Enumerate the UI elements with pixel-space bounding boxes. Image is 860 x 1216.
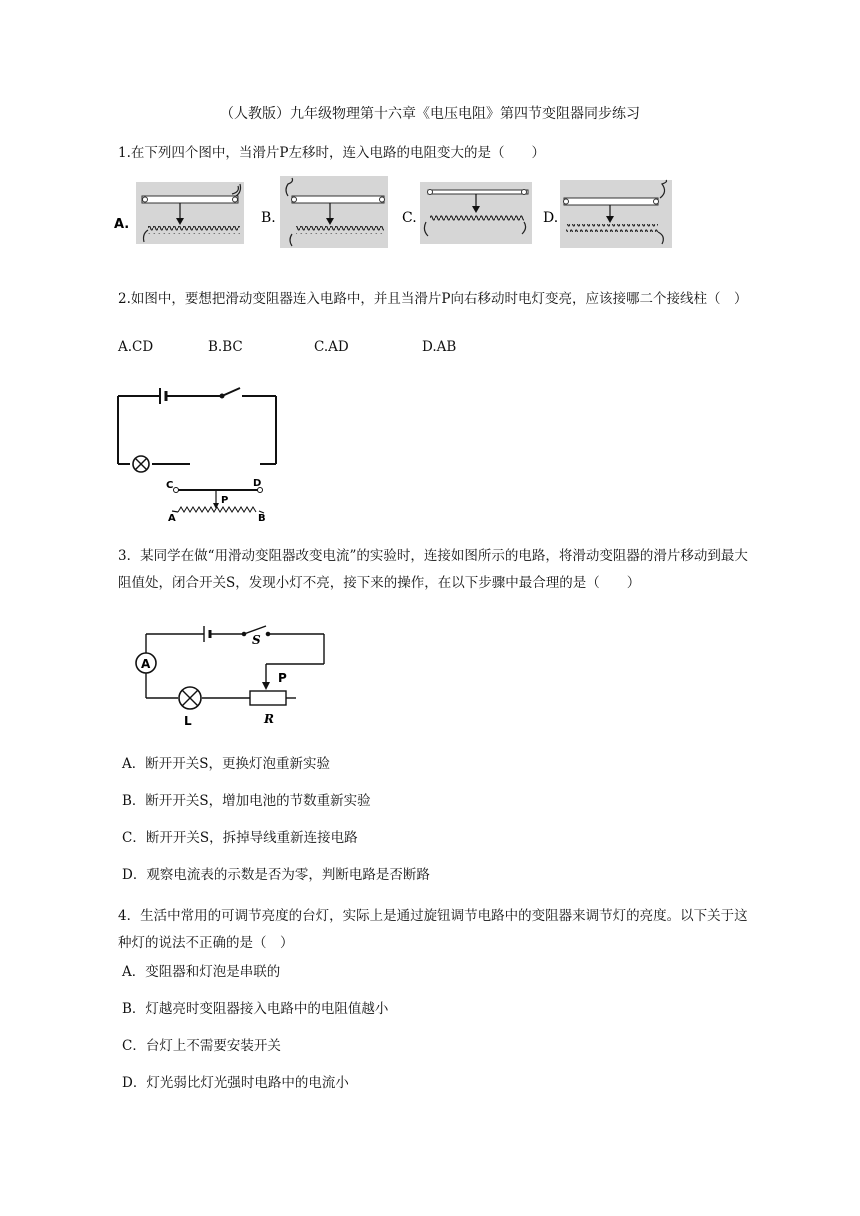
resistor-r-label: R: [264, 712, 274, 726]
question-4-stem: 4．生活中常用的可调节亮度的台灯，实际上是通过旋钮调节电路中的变阻器来调节灯的亮度。以下关于这种灯的说法不正确的是（ ）: [118, 908, 748, 951]
question-2-stem: 2.如图中，要想把滑动变阻器连入电路中，并且当滑片P向右移动时电灯变亮，应该接哪二个接线柱（ ）: [118, 291, 748, 307]
q1-figure-label-a: A.: [114, 217, 130, 232]
q1-figure-label-c: C.: [402, 210, 417, 226]
lamp-icon: [179, 687, 201, 709]
lamp-icon: [133, 456, 149, 472]
question-2-circuit-diagram: [108, 380, 288, 525]
question-3-circuit-diagram: [128, 620, 338, 735]
question-2-option-a: A.CD: [118, 339, 154, 355]
question-2-option-d: D.AB: [422, 339, 457, 355]
slider-p-label: P: [221, 495, 229, 506]
slider-p-label: P: [278, 671, 287, 685]
rheostat-icon: [172, 488, 264, 514]
question-3-option-c: C．断开开关S，拆掉导线重新连接电路: [122, 830, 358, 846]
q1-figure-a: [136, 182, 244, 244]
terminal-a-label: A: [168, 513, 176, 524]
question-4-option-b: B．灯越亮时变阻器接入电路中的电阻值越小: [122, 1001, 389, 1017]
question-1-figures: [108, 176, 688, 256]
question-4-option-a: A．变阻器和灯泡是串联的: [122, 964, 281, 980]
ammeter-label: A: [141, 657, 151, 671]
terminal-b-label: B: [258, 513, 266, 524]
lamp-l-label: L: [184, 714, 192, 728]
question-4-option-c: C．台灯上不需要安装开关: [122, 1038, 281, 1054]
question-1-stem: 1.在下列四个图中，当滑片P左移时，连入电路的电阻变大的是（ ）: [118, 145, 545, 161]
question-3-option-d: D．观察电流表的示数是否为零，判断电路是否断路: [122, 867, 430, 883]
q1-figure-b: [280, 176, 388, 248]
resistor-icon: [250, 691, 286, 705]
question-2-option-c: C.AD: [314, 339, 349, 355]
switch-s-label: S: [252, 633, 261, 647]
q1-figure-d: [560, 180, 672, 248]
document-title: （人教版）九年级物理第十六章《电压电阻》第四节变阻器同步练习: [220, 106, 640, 122]
question-4-option-d: D．灯光弱比灯光强时电路中的电流小: [122, 1075, 349, 1091]
question-3-stem: 3．某同学在做“用滑动变阻器改变电流”的实验时，连接如图所示的电路，将滑动变阻器的滑片移动到最大阻值处，闭合开关S，发现小灯不亮，接下来的操作，在以下步骤中最合理的是（ ）: [118, 548, 748, 591]
q1-figure-label-b: B.: [261, 210, 276, 226]
question-3-option-b: B．断开开关S，增加电池的节数重新实验: [122, 793, 371, 809]
q1-figure-c: [420, 182, 532, 244]
question-2-option-b: B.BC: [208, 339, 243, 355]
question-3-option-a: A．断开开关S，更换灯泡重新实验: [122, 756, 330, 772]
q1-figure-label-d: D.: [543, 210, 559, 226]
terminal-c-label: C: [166, 480, 174, 491]
terminal-d-label: D: [253, 478, 262, 489]
